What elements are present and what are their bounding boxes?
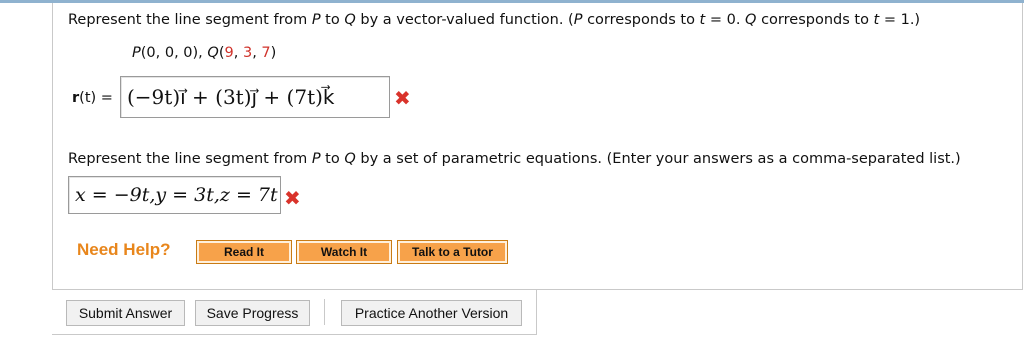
question-frame-base — [52, 334, 537, 335]
button-separator — [324, 299, 325, 325]
question-frame-right — [1022, 3, 1023, 289]
question-frame-step-top — [536, 289, 1023, 290]
q-y-value: 3 — [242, 45, 253, 61]
points-given: P(0, 0, 0), Q(9, 3, 7) — [132, 45, 277, 61]
parametric-equations-answer-field[interactable]: x = −9t,y = 3t,z = 7t — [68, 176, 281, 214]
question-frame-step — [536, 289, 537, 335]
vector-function-answer-field[interactable]: (−9t)i⃗ + (3t)j⃗ + (7t)k⃗ — [120, 76, 390, 118]
submit-answer-button[interactable]: Submit Answer — [66, 300, 185, 326]
question-frame-left — [52, 3, 53, 289]
practice-another-version-button[interactable]: Practice Another Version — [341, 300, 522, 326]
question-frame-bottom — [52, 289, 536, 290]
q-z-value: 7 — [261, 45, 271, 61]
save-progress-button[interactable]: Save Progress — [195, 300, 310, 326]
question-2-prompt: Represent the line segment from P to Q by a set of parametric equations. (Enter your answers as a comma-separated list.) — [68, 151, 961, 167]
q-x-value: 9 — [224, 45, 234, 61]
talk-to-tutor-button[interactable]: Talk to a Tutor — [397, 240, 508, 264]
top-accent-bar — [0, 0, 1024, 3]
incorrect-icon: ✖ — [394, 86, 411, 110]
watch-it-button[interactable]: Watch It — [296, 240, 392, 264]
vector-function-label: r(t) = — [72, 90, 113, 106]
incorrect-icon: ✖ — [284, 186, 301, 210]
read-it-button[interactable]: Read It — [196, 240, 292, 264]
need-help-label: Need Help? — [77, 240, 171, 259]
question-1-prompt: Represent the line segment from P to Q by a vector-valued function. (P corresponds to t = 0. Q corresponds to t = 1.) — [68, 12, 921, 28]
